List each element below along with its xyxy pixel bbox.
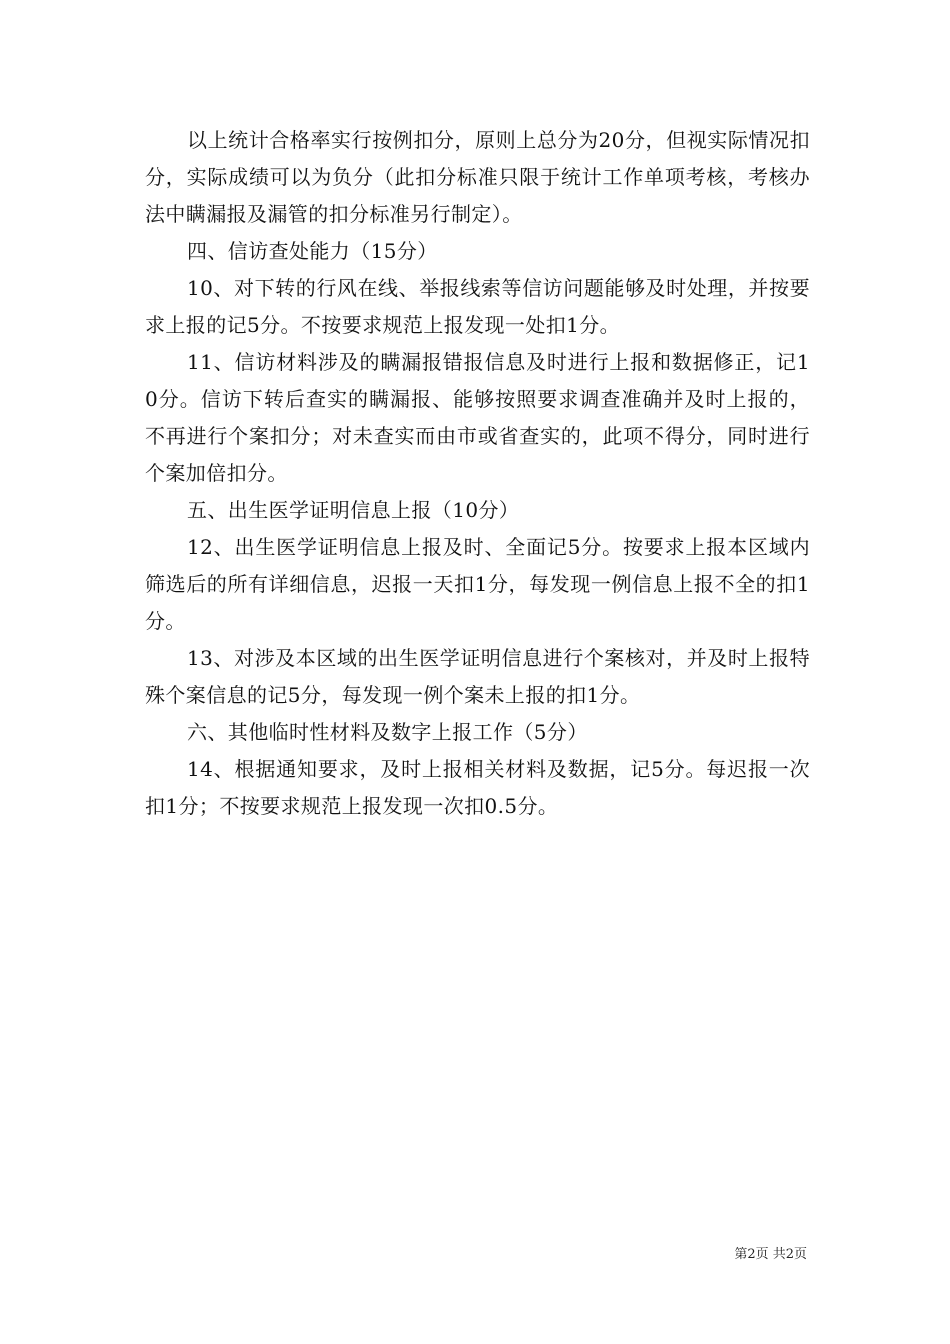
section-heading-birth-certificate: 五、出生医学证明信息上报（10分） — [187, 498, 520, 522]
section-heading-petition: 四、信访查处能力（15分） — [187, 239, 438, 263]
paragraph-item-14: 14、根据通知要求，及时上报相关材料及数据，记5分。每迟报一次扣1分；不按要求规范上报发现一次扣0.5分。 — [145, 757, 810, 818]
paragraph-item-13: 13、对涉及本区域的出生医学证明信息进行个案核对，并及时上报特殊个案信息的记5分，每发现一例个案未上报的扣1分。 — [145, 646, 810, 707]
paragraph-scoring-note: 以上统计合格率实行按例扣分，原则上总分为20分，但视实际情况扣分，实际成绩可以为负分（此扣分标准只限于统计工作单项考核，考核办法中瞒漏报及漏管的扣分标准另行制定）。 — [145, 128, 810, 226]
document-body — [145, 122, 810, 825]
paragraph-item-12: 12、出生医学证明信息上报及时、全面记5分。按要求上报本区域内筛选后的所有详细信息，迟报一天扣1分，每发现一例信息上报不全的扣1分。 — [145, 535, 810, 633]
paragraph-item-10: 10、对下转的行风在线、举报线索等信访问题能够及时处理，并按要求上报的记5分。不按要求规范上报发现一处扣1分。 — [145, 276, 810, 337]
page-number-footer: 第2页 共2页 — [734, 1247, 807, 1262]
paragraph-item-11: 11、信访材料涉及的瞒漏报错报信息及时进行上报和数据修正，记10分。信访下转后查实的瞒漏报、能够按照要求调查准确并及时上报的，不再进行个案扣分；对未查实而由市或省查实的，此项不得分，同时进行个案加倍扣分。 — [145, 350, 810, 485]
section-heading-other-materials: 六、其他临时性材料及数字上报工作（5分） — [187, 720, 588, 744]
